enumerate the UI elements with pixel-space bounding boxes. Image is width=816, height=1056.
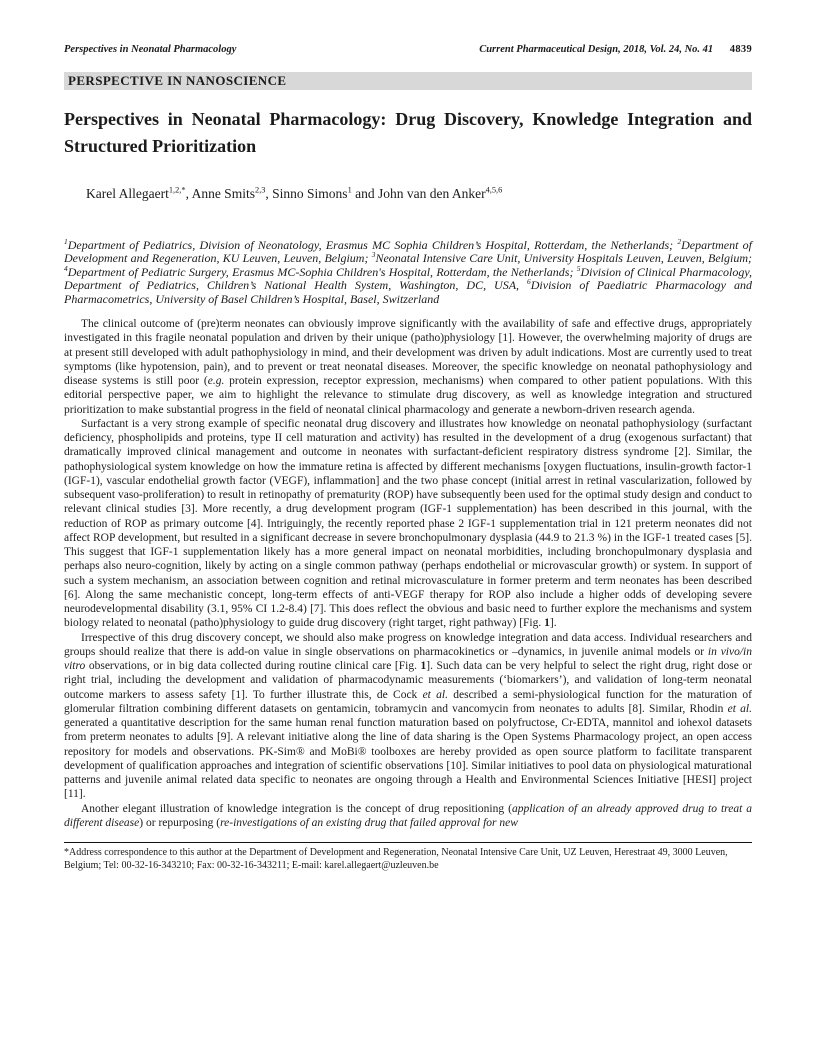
paragraph-intro: The clinical outcome of (pre)term neonates can obviously improve significantly with the availability of safe and effective drugs, appropriately investigated in this fragile neonatal population and driven by their unique (patho)physiology [1]. However, the overwhelming majority of drugs are at present still developed with adult pathophysiology in mind, and their development was driven by adult indications. Most are currently used to treat symptoms (like hypotension, pain), and to prevent or treat neonatal diseases. Moreover, the specific knowledge on neonatal pathophysiology and disease systems is still poor (e.g. protein expression, receptor expression, mechanisms) when compared to other patient populations. With this editorial perspective paper, we aim to highlight the relevance to stimulate drug discovery, as well as knowledge integration and structured prioritization to make substantial progress in the field of neonatal clinical pharmacology and generate a newborn-driven research agenda.	[64, 318, 752, 416]
running-header-right	[479, 44, 752, 55]
section-banner-label: PERSPECTIVE IN NANOSCIENCE	[68, 73, 287, 88]
paragraph-surfactant: Surfactant is a very strong example of specific neonatal drug discovery and illustrates how knowledge on neonatal pathophysiology (surfactant deficiency, phospholipids and proteins, type II cell maturation and activity) has resulted in the development of a drug (exogenous surfactant) that dramatically improved clinical management and outcome in neonates with surfactant-deficient respiratory distress syndrome [2]. Similar, the pathophysiological system knowledge on how the immature retina is affected by different mechanisms [oxygen fluctuations, insulin-growth factor-1 (IGF-1), vascular endothelial growth factor (VEGF), inflammation] and the two phase concept (initial arrest in retinal vascularization, followed by subsequent vaso-proliferation) to result in retinopathy of prematurity (ROP) have subsequently been used for the optimal study design and conduct to relevant clinical studies [3]. More recently, a drug development program (IGF-1 supplementation) has been described in this journal, with the reduction of ROP as primary outcome [4]. Intriguingly, the recently reported phase 2 IGF-1 supplementation trial in 121 preterm neonates did not affect ROP development, but resulted in a significant decrease in severe bronchopulmonary dysplasia (44.9 to 21.3 %) in the IGF-1 treated cases [5]. This suggest that IGF-1 supplementation likely has a more general impact on neonatal morbidities, including bronchopulmonary dysplasia and perhaps also neuro-cognition, likely by acting on a single common pathway (perhaps endothelial or microvascular growth) or system. In support of such a system mechanism, an association between cognition and retinal microvasculature in former preterm and term neonates has been described [6]. Along the same mechanistic concept, long-term effects of anti-VEGF therapy for ROP also include a higher odds of developing severe neurodevelopmental disability (3.1, 95% CI 1.2-8.4) [7]. This does reflect the obvious and basic need to further explore the mechanisms and system biology related to neonatal (patho)physiology to guide drug discovery (right target, right pathway) [Fig. 1].	[64, 417, 752, 630]
article-title: Perspectives in Neonatal Pharmacology: Drug Discovery, Knowledge Integration and Structured Prioritization	[64, 109, 752, 156]
paragraph-repositioning: Another elegant illustration of knowledge integration is the concept of drug repositioning (application of an already approved drug to treat a different disease) or repurposing (re-investigations of an existing drug that failed approval for new	[64, 802, 752, 829]
section-banner	[64, 72, 752, 90]
article-body	[64, 317, 752, 830]
page-number: 4839	[729, 44, 752, 55]
affiliations: $^1$Department of Pediatrics, Division of Neonatology, Erasmus MC Sophia Children’s Hospital, Rotterdam, the Netherlands; $^2$Department of Development and Regeneration, KU Leuven, Leuven, Belgium; $^3$Neonatal Intensive Care Unit, University Hospitals Leuven, Leuven, Belgium; $^4$Department of Pediatric Surgery, Erasmus MC-Sophia Children's Hospital, Rotterdam, the Netherlands; $^5$Division of Clinical Pharmacology, Department of Pediatrics, Children’s National Health System, Washington, DC, USA, $^6$Division of Paediatric Pharmacology and Pharmacometrics, University of Basel Children’s Hospital, Basel, Switzerland	[64, 237, 753, 306]
authors-line: Karel Allegaert$^{1,2,*}$, Anne Smits$^{2,3}$, Sinno Simons$^1$ and John van den Anker$^{4,5,6}$	[86, 185, 503, 201]
paragraph-knowledge-integration: Irrespective of this drug discovery concept, we should also make progress on knowledge integration and data access. Individual researchers and groups should realize that there is add-on value in single observations on pharmacokinetics or –dynamics, in juvenile animal models or in vivo/in vitro observations, or in big data collected during routine clinical care [Fig. 1]. Such data can be very helpful to select the right drug, right dose or right trial, including the development and validation of pharmacodynamic measurements (‘biomarkers’), and validation of long-term neonatal outcome markers to assess safety [1]. To further illustrate this, de Cock et al. described a semi-physiological function for the maturation of glomerular filtration combining different datasets on gentamicin, tobramycin and vancomycin from neonates to adults [8]. Similar, Rhodin et al. generated a quantitative description for the same human renal function maturation based on polyfructose, Cr-EDTA, mannitol and iohexol datasets from preterm neonates to adults [9]. A relevant initiative along the line of data sharing is the Open Systems Pharmacology project, an open access repository for models and observations. PK-Sim® and MoBi® toolboxes are hereby provided as open source platform to facilitate transparent development of qualification approaches and integration of scientific observations [10]. Similar initiatives to pool data on physiological maturational patterns and juvenile animal related data specific to neonates are ongoing through a Health and Environmental Sciences Initiative [HESI] project [11].	[64, 631, 752, 801]
running-title: Perspectives in Neonatal Pharmacology	[64, 44, 237, 55]
journal-citation: Current Pharmaceutical Design, 2018, Vol. 24, No. 41	[479, 44, 714, 55]
running-header	[64, 44, 752, 57]
correspondence-footnote: *Address correspondence to this author at the Department of Development and Regeneration, Neonatal Intensive Care Unit, UZ Leuven, Herestraat 49, 3000 Leuven, Belgium; Tel: 00-32-16-343210; Fax: 00-32-16-343211; E-mail: karel.allegaert@uzleuven.be	[64, 847, 728, 871]
